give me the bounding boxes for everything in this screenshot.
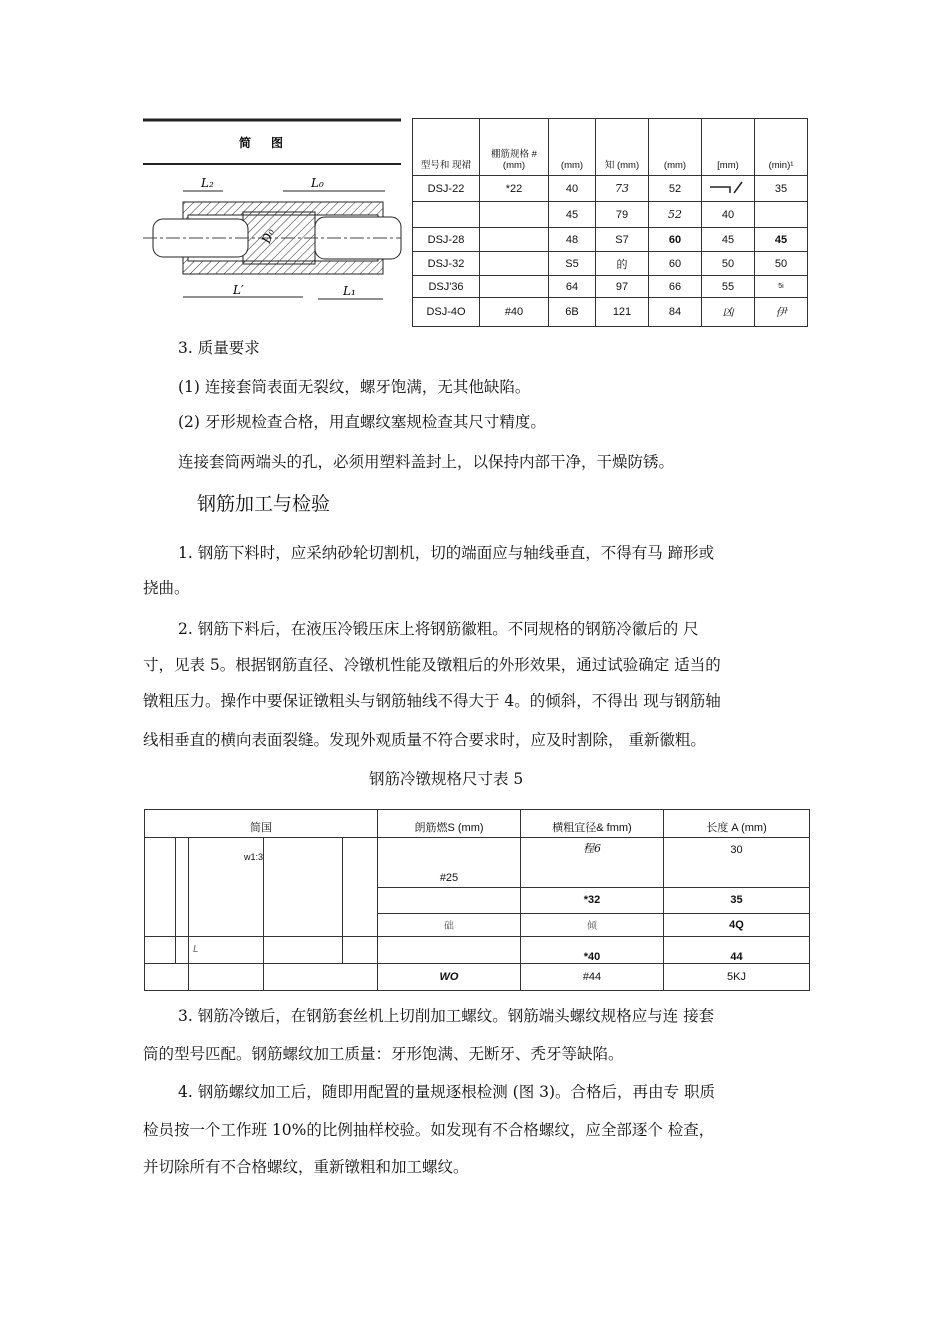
cell: *40 [521,936,664,963]
cell [480,202,549,228]
cell: 45 [755,228,808,252]
cell: WO [378,963,521,990]
label-d0: D₀ [259,226,278,246]
cell: 40 [549,176,596,202]
th-col4: 知 (mm) [596,119,649,176]
cell: 44 [664,936,810,963]
cell: 程6 [521,838,664,888]
cell: 倾 [521,913,664,936]
cell: 45 [549,202,596,228]
cell: *22 [480,176,549,202]
table-row [413,276,808,298]
cell: DSJ-22 [413,176,480,202]
cell: 45 [702,228,755,252]
cell: 5KJ [664,963,810,990]
cell: 50 [702,252,755,276]
cell: 35 [755,176,808,202]
th-col5: (mm) [649,119,702,176]
cell: DSJ-28 [413,228,480,252]
scribble-mark [708,179,748,195]
cell: 60 [649,228,702,252]
cell [413,202,480,228]
cell: 84 [649,298,702,327]
quality-item-2: (2) 牙形规检查合格，用直螺纹塞规检查其尺寸精度。 [178,413,546,431]
p2-line-3: 镦粗压力。操作中要保证镦粗头与钢筋轴线不得大于 4。的倾斜，不得出 现与钢筋轴 [143,692,721,710]
p2-line-2: 寸，见表 5。根据钢筋直径、冷镦机性能及镦粗后的外形效果，通过试验确定 适当的 [143,656,721,674]
cell: 97 [596,276,649,298]
figure-title: 简 图 [239,136,284,150]
cell: S5 [549,252,596,276]
cell: 30 [664,838,810,888]
table-row [413,228,808,252]
cell [378,936,521,963]
th-bar-spec: 棚筋规格 # (mm) [480,119,549,176]
th-col7: (min)¹ [755,119,808,176]
cell: 79 [596,202,649,228]
p4-line-3: 并切除所有不合格螺纹，重新镦粗和加工螺纹。 [143,1158,469,1176]
p1-line-2: 挠曲。 [143,579,190,597]
cell: DSJ-32 [413,252,480,276]
p3-line-2: 筒的型号匹配。钢筋螺纹加工质量：牙形饱满、无断牙、秃牙等缺陷。 [143,1045,624,1063]
table-row [413,202,808,228]
cell-scribble [702,176,755,202]
upset-spec-table [144,809,810,991]
cell: 48 [549,228,596,252]
cell: 35 [664,888,810,913]
cell: DSJ'36 [413,276,480,298]
table-row [145,936,810,963]
cell: 的 [596,252,649,276]
cell: 64 [549,276,596,298]
cell: 55 [702,276,755,298]
th-col6: [mm) [702,119,755,176]
table-header-row [145,810,810,838]
section-title: 钢筋加工与检验 [197,493,331,515]
table-row [413,252,808,276]
cell: #44 [521,963,664,990]
table-row [413,176,808,202]
fig-scale-text: w1:3 [189,838,264,937]
th-length: 长度 A (mm) [664,810,810,838]
label-l1: L₁ [343,284,356,298]
table-row [413,298,808,327]
table-row [145,963,810,990]
fig-l-label: L [189,936,264,963]
th-sketch: 简国 [145,810,378,838]
coupler-spec-table [412,118,808,327]
p4-line-2: 检员按一个工作班 10%的比例抽样校验。如发现有不合格螺纹，应全部逐个 检查， [143,1121,715,1139]
cell [480,228,549,252]
cell: 66 [649,276,702,298]
cell: 60 [649,252,702,276]
th-upset-dia: 横粗宜径& fmm) [521,810,664,838]
cell: 52 [649,176,702,202]
label-l2: L₂ [201,176,214,190]
cell: 4Q [664,913,810,936]
cell [480,252,549,276]
quality-note: 连接套筒两端头的孔，必须用塑料盖封上，以保持内部干净，干燥防锈。 [178,453,675,471]
coupler-drawing [143,117,403,329]
cell: S7 [596,228,649,252]
cell: 73 [596,176,649,202]
cell: 50 [755,252,808,276]
cell: 6B [549,298,596,327]
quality-item-1: (1) 连接套筒表面无裂纹，螺牙饱满，无其他缺陷。 [178,378,531,396]
th-model: 型号和 现裙 [413,119,480,176]
cell: 40 [702,202,755,228]
table5-caption: 钢筋冷镦规格尺寸表 5 [369,770,524,788]
p2-line-1: 2. 钢筋下料后，在液压冷锻压床上将钢筋徽粗。不同规格的钢筋冷徽后的 尺 [178,620,699,638]
cell: 121 [596,298,649,327]
cell: 52 [649,202,702,228]
cell: *32 [521,888,664,913]
p2-line-4: 线相垂直的横向表面裂缝。发现外观质量不符合要求时，应及时割除， 重新徽粗。 [143,731,706,749]
cell: 伊 [755,298,808,327]
cell: 础 [378,913,521,936]
label-l0: L₀ [311,176,324,190]
cell: 5i [755,276,808,298]
p4-line-1: 4. 钢筋螺纹加工后，随即用配置的量规逐根检测 (图 3)。合格后，再由专 职质 [178,1083,715,1101]
cell: #40 [480,298,549,327]
quality-heading: 3. 质量要求 [178,339,260,357]
th-col3: (mm) [549,119,596,176]
cell [480,276,549,298]
table-row [145,838,810,888]
label-lprime: L′ [233,283,244,297]
th-bar-dia: 朗筋燃S (mm) [378,810,521,838]
cell [378,888,521,913]
p1-line-1: 1. 钢筋下料时，应采纳砂轮切割机，切的端面应与轴线垂直，不得有马 蹄形或 [178,544,715,562]
p3-line-1: 3. 钢筋冷镦后，在钢筋套丝机上切削加工螺纹。钢筋端头螺纹规格应与连 接套 [178,1007,715,1025]
cell [755,202,808,228]
cell: #25 [378,838,521,888]
cell: 凶 [702,298,755,327]
cell: DSJ-4O [413,298,480,327]
